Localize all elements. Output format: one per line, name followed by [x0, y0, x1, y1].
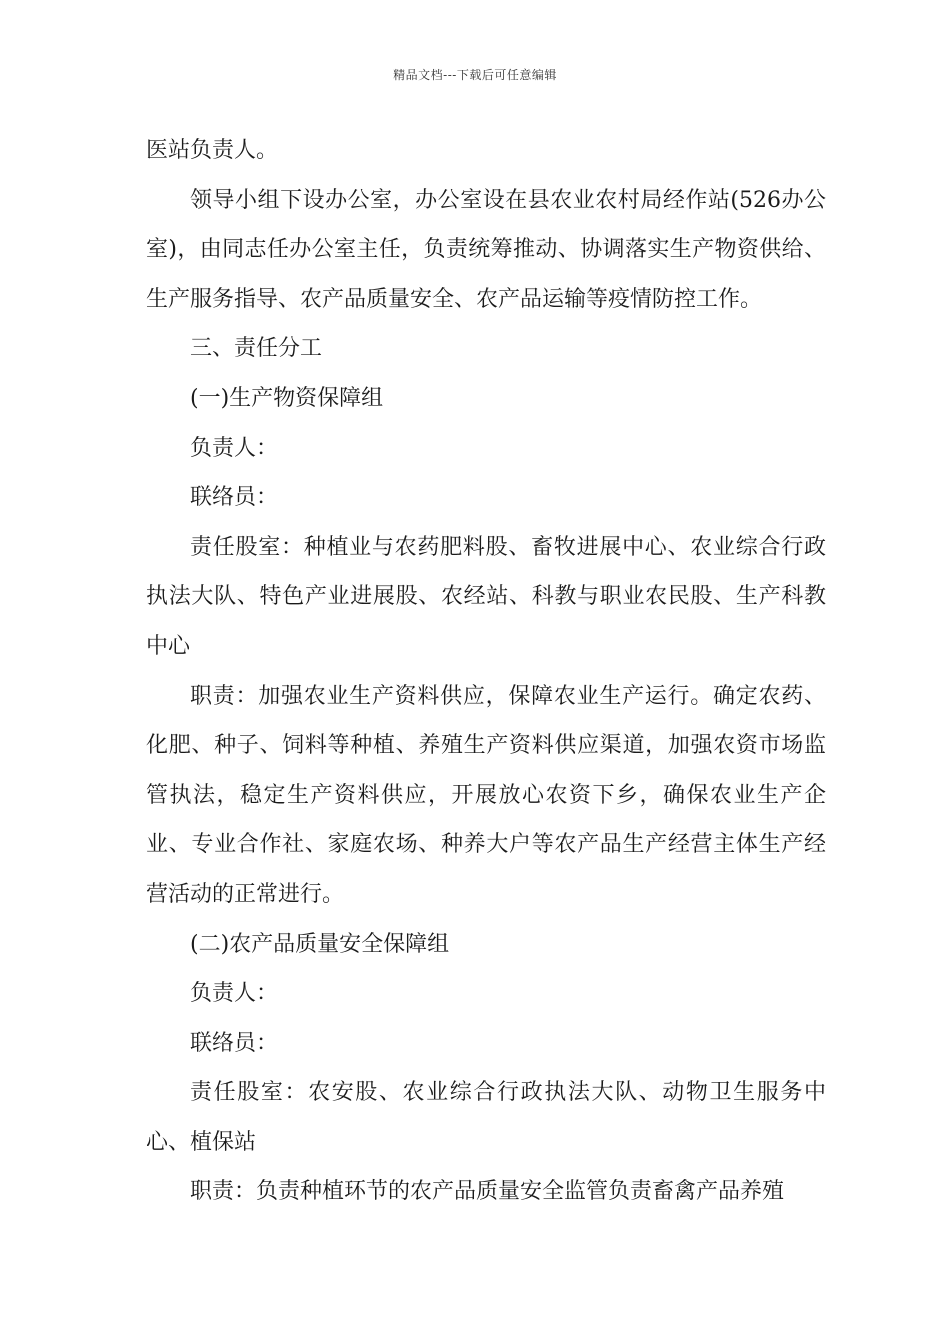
section-heading: 三、责任分工	[190, 336, 323, 362]
paragraph: 联络员：	[190, 485, 279, 511]
paragraph: 职责：负责种植环节的农产品质量安全监管负责畜禽产品养殖	[190, 1179, 785, 1205]
subsection-heading: (一)生产物资保障组	[190, 385, 384, 411]
document-body	[146, 126, 826, 1217]
paragraph: 医站负责人。	[146, 138, 279, 163]
paragraph: 领导小组下设办公室，办公室设在县农业农村局经作站(526办公室)，由同志任办公室主任，负责统筹推动、协调落实生产物资供给、生产服务指导、农产品质量安全、农产品运输等疫情防控工作。	[146, 187, 826, 312]
paragraph: 负责人：	[190, 435, 279, 461]
paragraph: 责任股室：农安股、农业综合行政执法大队、动物卫生服务中心、植保站	[146, 1080, 826, 1155]
paragraph: 职责：加强农业生产资料供应，保障农业生产运行。确定农药、化肥、种子、饲料等种植、养殖生产资料供应渠道，加强农资市场监管执法，稳定生产资料供应，开展放心农资下乡，确保农业生产企业、专业合作社、家庭农场、种养大户等农产品生产经营主体生产经营活动的正常进行。	[146, 683, 826, 907]
paragraph: 责任股室：种植业与农药肥料股、畜牧进展中心、农业综合行政执法大队、特色产业进展股、农经站、科教与职业农民股、生产科教中心	[146, 534, 826, 659]
paragraph: 负责人：	[190, 981, 279, 1007]
paragraph: 联络员：	[190, 1030, 279, 1056]
page-header: 精品文档---下载后可任意编辑	[393, 68, 557, 82]
subsection-heading: (二)农产品质量安全保障组	[190, 931, 450, 957]
